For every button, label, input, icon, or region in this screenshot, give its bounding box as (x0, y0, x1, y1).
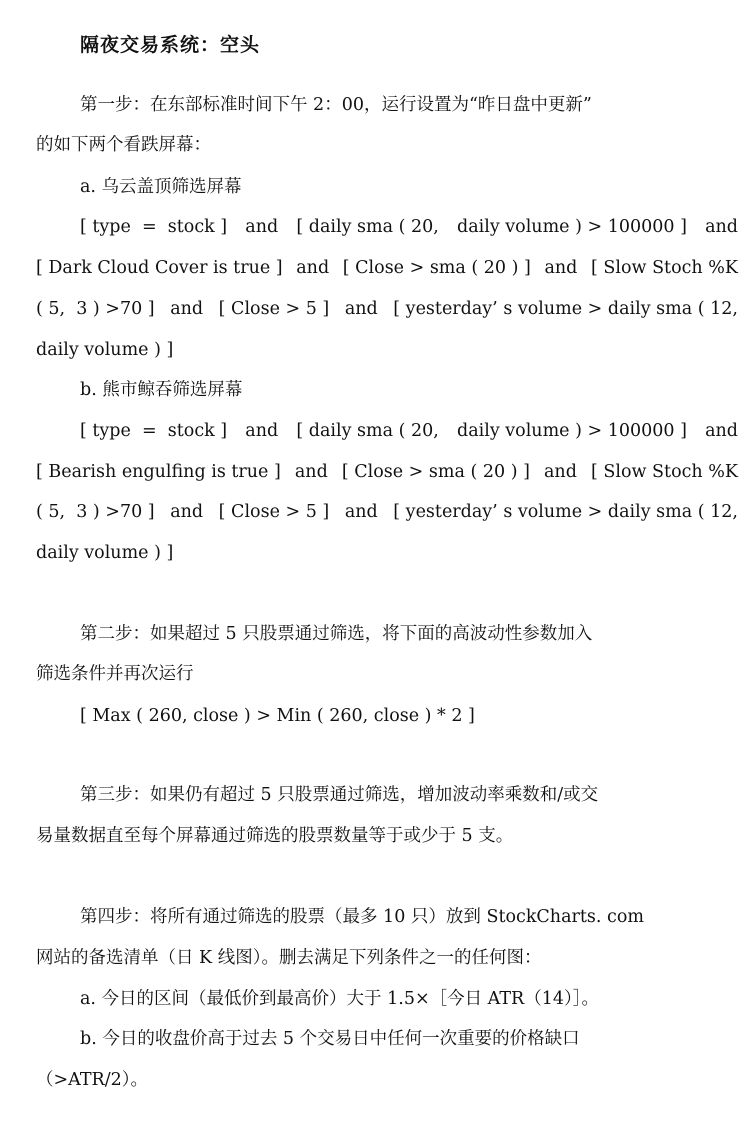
step1-line2: 的如下两个看跌屏幕： (36, 135, 211, 155)
step1-a-line3 (36, 297, 738, 321)
code-segment: [ Close > 5 ] (218, 299, 330, 319)
code-segment: [ Close > 5 ] (218, 502, 330, 522)
code-segment: [ Slow Stoch %K (591, 258, 738, 278)
code-segment: ( 5, 3 ) >70 ] (36, 299, 155, 319)
step3-line2: 易量数据直至每个屏幕通过筛选的股票数量等于或少于 5 支。 (36, 826, 514, 846)
code-segment: and (344, 502, 378, 522)
step1-b-line1 (80, 419, 738, 443)
step1-b-line4: daily volume ) ] (36, 543, 174, 563)
step1-b-heading: b. 熊市鲸吞筛选屏幕 (80, 380, 243, 400)
code-segment: and (344, 299, 378, 319)
code-segment: and (245, 421, 279, 441)
step2-line1: 第二步：如果超过 5 只股票通过筛选，将下面的高波动性参数加入 (80, 624, 593, 644)
step1-a-line2 (36, 256, 738, 280)
code-segment: and (245, 217, 279, 237)
code-segment: [ yesterday’ s volume > daily sma ( 12, (393, 299, 738, 319)
code-segment: and (170, 299, 204, 319)
code-segment: and (294, 462, 328, 482)
code-segment: and (296, 258, 330, 278)
code-segment: and (170, 502, 204, 522)
code-segment: and (705, 421, 738, 441)
step4-line2: 网站的备选清单（日 K 线图）。删去满足下列条件之一的任何图： (36, 948, 542, 968)
step4-line1: 第四步：将所有通过筛选的股票（最多 10 只）放到 StockCharts. com (80, 907, 644, 927)
step4-item-b-cont: （>ATR/2）。 (36, 1070, 148, 1090)
code-segment: [ Close > sma ( 20 ) ] (342, 258, 531, 278)
code-segment: [ type = stock ] (80, 217, 228, 237)
step3-line1: 第三步：如果仍有超过 5 只股票通过筛选，增加波动率乘数和/或交 (80, 785, 599, 805)
step1-b-line3 (36, 500, 738, 524)
code-segment: [ Close > sma ( 20 ) ] (341, 462, 530, 482)
step1-line1-text: 第一步：在东部标准时间下午 2：00，运行设置为“昨日盘中更新” (80, 95, 592, 115)
code-segment: [ Slow Stoch %K (591, 462, 738, 482)
code-segment: [ yesterday’ s volume > daily sma ( 12, (393, 502, 738, 522)
step2-formula: [ Max ( 260, close ) > Min ( 260, close ) * 2 ] (80, 706, 475, 726)
code-segment: [ Bearish engulfing is true ] (36, 462, 281, 482)
step1-a-heading: a. 乌云盖顶筛选屏幕 (80, 177, 242, 197)
code-segment: [ Dark Cloud Cover is true ] (36, 258, 283, 278)
code-segment: and (544, 258, 578, 278)
step1-b-line2 (36, 460, 738, 484)
code-segment: [ type = stock ] (80, 421, 228, 441)
code-segment: and (705, 217, 738, 237)
step1-a-line1 (80, 215, 738, 239)
step2-line2: 筛选条件并再次运行 (36, 664, 194, 684)
code-segment: [ daily sma ( 20, (296, 421, 439, 441)
step4-item-a: a. 今日的区间（最低价到最高价）大于 1.5×［今日 ATR（14）］。 (80, 989, 599, 1009)
code-segment: daily volume ) > 100000 ] (457, 217, 687, 237)
code-segment: and (544, 462, 577, 482)
code-segment: [ daily sma ( 20, (296, 217, 439, 237)
code-segment: daily volume ) > 100000 ] (457, 421, 687, 441)
code-segment: ( 5, 3 ) >70 ] (36, 502, 155, 522)
step1-line1 (80, 93, 732, 117)
page-title: 隔夜交易系统：空头 (80, 34, 261, 56)
step1-a-line4: daily volume ) ] (36, 340, 174, 360)
step4-item-b: b. 今日的收盘价高于过去 5 个交易日中任何一次重要的价格缺口 (80, 1029, 580, 1049)
